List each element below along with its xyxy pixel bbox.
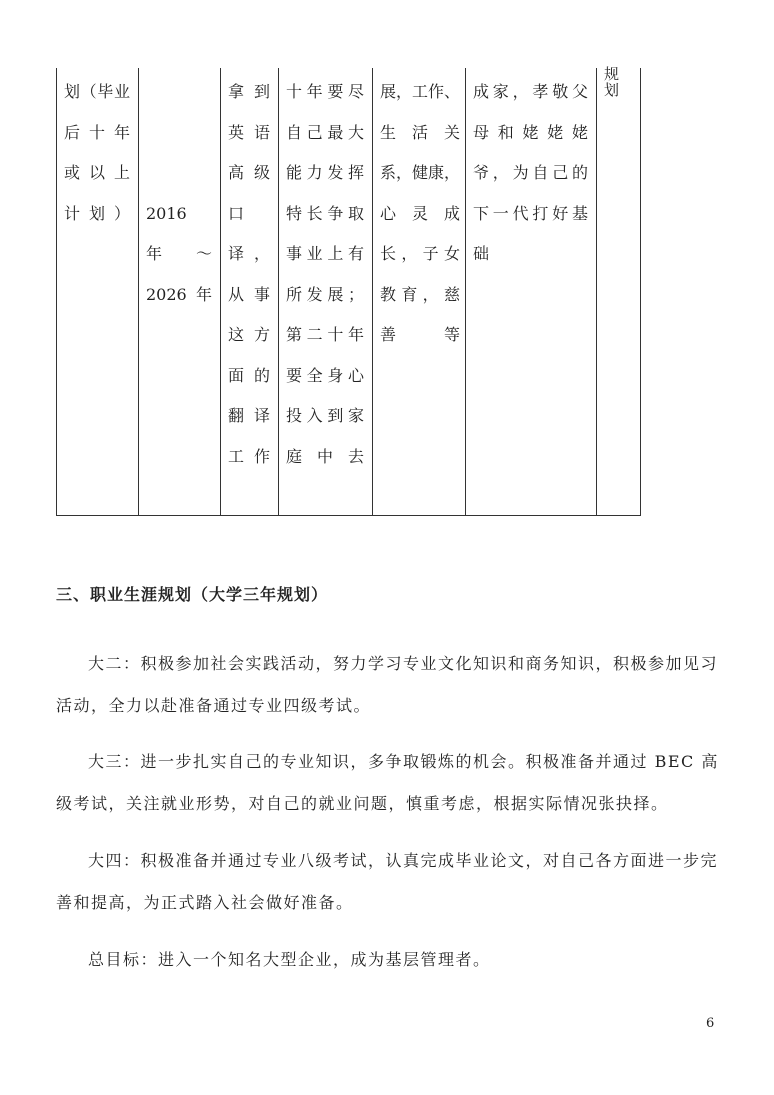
table-border <box>138 68 139 516</box>
table-cell: 十年要尽 自己最大 能力发挥 特长争取 事业上有 所发展； 第二十年 要全身心 投入到家 庭中去 <box>286 82 364 466</box>
paragraph: 大四：积极准备并通过专业八级考试，认真完成毕业论文，对自己各方面进一步完善和提高，为正式踏入社会做好准备。 <box>56 851 719 912</box>
section-title: 三、职业生涯规划（大学三年规划） <box>56 585 329 604</box>
paragraph: 大二：积极参加社会实践活动，努力学习专业文化知识和商务知识，积极参加见习活动，全力以赴准备通过专业四级考试。 <box>56 654 719 715</box>
table-cell: 规划 <box>602 66 620 98</box>
table-cell: 划（毕业 后 十 年 或 以 上 计划） <box>64 82 130 223</box>
table-border <box>465 68 466 516</box>
plan-table <box>0 0 774 520</box>
table-border <box>278 68 279 516</box>
table-border <box>56 515 641 516</box>
page-number: 6 <box>706 1016 715 1031</box>
table-cell: 2016 年 ～ 2026 年 <box>146 203 212 304</box>
paragraph: 大三：进一步扎实自己的专业知识，多争取锻炼的机会。积极准备并通过 BEC 高级考试，关注就业形势，对自己的就业问题，慎重考虑，根据实际情况张抉择。 <box>56 752 719 813</box>
table-border <box>220 68 221 516</box>
table-cell: 成家，孝敬父 母和姥姥姥 爷，为自己的 下一代打好基 础 <box>473 82 588 263</box>
table-cell: 展，工作、 生 活 关 系，健康， 心 灵 成 长，子女 教育，慈 善等 <box>380 82 461 344</box>
table-cell: 拿 到 英 语 高 级 口 译， 从 事 这 方 面 的 翻 译 工作 <box>228 82 270 466</box>
table-border <box>56 68 57 516</box>
paragraph: 总目标：进入一个知名大型企业，成为基层管理者。 <box>88 950 491 969</box>
table-border <box>372 68 373 516</box>
table-border <box>640 68 641 516</box>
table-border <box>596 68 597 516</box>
